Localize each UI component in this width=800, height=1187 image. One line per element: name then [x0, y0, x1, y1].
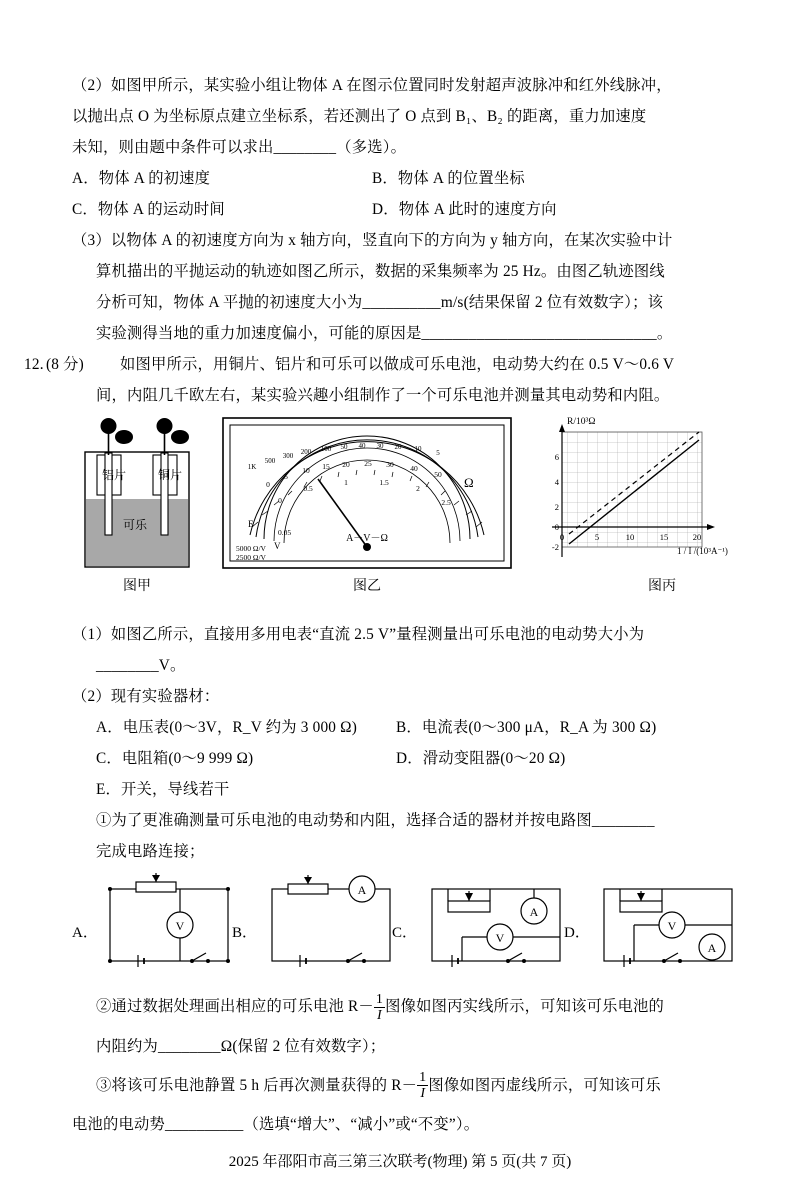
q12-equip-c: C．电阻箱(0～9 999 Ω) [96, 750, 254, 767]
q11-part3-line3: 分析可知，物体 A 平抛的初速度大小为__________m/s(结果保留 2 位有效数字）；该 [96, 294, 664, 311]
q12-sub2-line2: 内阻约为________Ω(保留 2 位有效数字）； [96, 1037, 386, 1055]
q12-equip-row2 [72, 743, 732, 774]
q12-number: 12. [24, 356, 44, 373]
q12-part2-head: （2）现有实验器材： [72, 688, 220, 705]
caption-jia: 图甲 [123, 579, 151, 594]
circuit-label-b: B． [232, 925, 258, 941]
jia-left-label: 铝片 [102, 468, 127, 482]
svg-text:V: V [274, 541, 281, 551]
q11-part2-line1: （2）如图甲所示，某实验小组让物体 A 在图示位置同时发射超声波脉冲和红外线脉冲， [72, 77, 672, 94]
svg-text:10: 10 [625, 532, 635, 542]
bing-xlabel: 1 / I /(10³A⁻¹) [677, 546, 728, 556]
q12-sub3-fraction: $\frac{1}{I}$ [419, 1069, 427, 1102]
jia-liquid-label: 可乐 [123, 518, 148, 532]
svg-text:15: 15 [322, 462, 330, 471]
figure-row [72, 417, 732, 597]
q12-part1-line2: ________V。 [96, 657, 186, 674]
svg-text:50: 50 [340, 443, 348, 451]
svg-text:1.5: 1.5 [379, 478, 389, 487]
circuit-options-row [72, 871, 732, 991]
q12-score: (8 分) [46, 356, 84, 373]
svg-text:5: 5 [594, 532, 600, 542]
yi-zero-label: 0.05 [278, 528, 292, 537]
q11-option-d: D．物体 A 此时的速度方向 [372, 201, 557, 218]
svg-text:V: V [667, 919, 677, 933]
svg-text:25: 25 [364, 459, 372, 468]
q12-sub3-line2: 电池的电动势__________（选填“增大”、“减小”或“不变”）。 [72, 1116, 480, 1134]
bing-ytick--2: -2 [551, 542, 559, 552]
q12-sub3-text-b: 图像如图丙虚线所示，可知该可乐 [428, 1076, 661, 1094]
svg-text:1K: 1K [247, 463, 257, 471]
q11-option-a: A．物体 A 的初速度 [72, 170, 211, 187]
q11-options-row1 [72, 163, 732, 194]
bing-ytick-0: 0 [554, 522, 559, 532]
svg-text:0: 0 [266, 480, 270, 489]
q11-part3-line2: 算机描出的平抛运动的轨迹如图乙所示，数据的采集频率为 25 Hz。由图乙轨迹图线 [96, 263, 665, 280]
q12-stem-text1: 如图甲所示，用铜片、铝片和可乐可以做成可乐电池，电动势大约在 0.5 V～0.6 V [120, 356, 675, 373]
q12-sub3-line1 [72, 1070, 732, 1102]
q12-equip-d: D．滑动变阻器(0～20 Ω) [396, 750, 566, 767]
svg-text:30: 30 [376, 442, 384, 450]
caption-yi: 图乙 [353, 579, 381, 594]
yi-ohm-symbol: Ω [464, 475, 474, 490]
q11-part3-line1: （3）以物体 A 的初速度方向为 x 轴方向，竖直向下的方向为 y 轴方向，在某次实验中计 [72, 232, 673, 249]
q12-sub2-text-b: 图像如图丙实线所示，可知该可乐电池的 [385, 998, 665, 1015]
svg-text:500: 500 [264, 457, 276, 465]
circuit-d [594, 871, 744, 986]
svg-text:V: V [175, 919, 185, 933]
page-footer: 2025 年邵阳市高三第三次联考(物理) 第 5 页(共 7 页) [228, 1154, 572, 1170]
svg-text:A: A [529, 905, 539, 919]
circuit-label-a: A． [72, 925, 98, 941]
q12-stem-line2: 间，内阻几千欧左右，某实验兴趣小组制作了一个可乐电池并测量其电动势和内阻。 [96, 387, 670, 404]
circuit-a [100, 871, 240, 986]
svg-text:30: 30 [386, 460, 394, 469]
bing-ytick-2: 2 [554, 502, 559, 512]
q12-equip-row1 [72, 712, 732, 743]
q11-options-row2 [72, 194, 732, 225]
svg-text:V: V [495, 931, 505, 945]
circuit-label-d: D． [564, 925, 590, 941]
svg-text:40: 40 [358, 442, 366, 450]
svg-text:0: 0 [559, 532, 565, 542]
svg-text:5: 5 [284, 472, 288, 481]
figure-bing [527, 412, 737, 572]
figure-yi [222, 417, 512, 572]
q12-equip-b: B．电流表(0～300 μA，R_A 为 300 Ω) [396, 719, 657, 736]
svg-text:20: 20 [692, 532, 702, 542]
svg-text:100: 100 [320, 445, 332, 453]
bing-ytick-4: 4 [554, 477, 559, 487]
q11-part2-line3: 未知，则由题中条件可以求出________（多选）。 [72, 139, 407, 156]
svg-text:10: 10 [414, 445, 422, 453]
q12-sub2-fraction: $\frac{1}{I}$ [375, 990, 384, 1023]
svg-text:E: E [248, 519, 254, 529]
circuit-label-c: C． [392, 925, 418, 941]
svg-text:A: A [707, 941, 717, 955]
circuit-c [422, 871, 572, 986]
jia-right-label: 铜片 [158, 468, 183, 482]
svg-text:20: 20 [342, 460, 350, 469]
figure-jia [67, 417, 207, 577]
svg-text:15: 15 [659, 532, 669, 542]
yi-sens1: 5000 Ω/V [236, 544, 266, 553]
q11-part3-line4: 实验测得当地的重力加速度偏小，可能的原因是______________________________。 [96, 325, 673, 342]
svg-text:5: 5 [436, 449, 440, 457]
svg-text:40: 40 [410, 464, 418, 473]
circuit-b [262, 871, 402, 986]
svg-text:2: 2 [416, 484, 420, 493]
q12-equip-e: E．开关，导线若干 [96, 781, 230, 798]
page-content [24, 70, 732, 1140]
svg-text:300: 300 [282, 452, 294, 460]
q12-sub2-line1 [72, 991, 732, 1023]
q11-option-b: B．物体 A 的位置坐标 [372, 170, 525, 187]
q11-part2-line2: 以抛出点 O 为坐标原点建立坐标系，若还测出了 O 点到 B₁、B₂ 的距离，重力加速度 [72, 108, 647, 125]
svg-text:A: A [357, 883, 367, 897]
q12-equip-a: A．电压表(0～3V，R_V 约为 3 000 Ω) [96, 719, 358, 736]
svg-text:20: 20 [394, 443, 402, 451]
q12-sub1-line2: 完成电路连接； [96, 843, 205, 860]
bing-ytick-6: 6 [554, 452, 559, 462]
svg-text:50: 50 [434, 470, 442, 479]
yi-mode-label: A－V－Ω [346, 533, 388, 544]
q12-sub1-line1: ①为了更准确测量可乐电池的电动势和内阻，选择合适的器材并按电路图________ [96, 812, 655, 829]
bing-ylabel: R/10³Ω [567, 417, 596, 427]
caption-bing: 图丙 [648, 579, 676, 594]
q12-sub3-text-a: ③将该可乐电池静置 5 h 后再次测量获得的 R－ [96, 1076, 418, 1094]
q11-option-c: C．物体 A 的运动时间 [72, 201, 225, 218]
q12-sub2-text-a: ②通过数据处理画出相应的可乐电池 R－ [96, 998, 374, 1015]
svg-text:1: 1 [344, 478, 348, 487]
q12-stem-line1 [24, 349, 732, 380]
svg-text:200: 200 [300, 448, 312, 456]
svg-text:0: 0 [278, 496, 282, 505]
svg-text:0.5: 0.5 [303, 484, 313, 493]
q12-part1-line1: （1）如图乙所示，直接用多用电表“直流 2.5 V”量程测量出可乐电池的电动势大小为 [72, 626, 645, 643]
svg-text:10: 10 [302, 466, 310, 475]
yi-sens2: 2500 Ω/V [236, 553, 266, 562]
svg-text:2.5: 2.5 [441, 498, 451, 507]
